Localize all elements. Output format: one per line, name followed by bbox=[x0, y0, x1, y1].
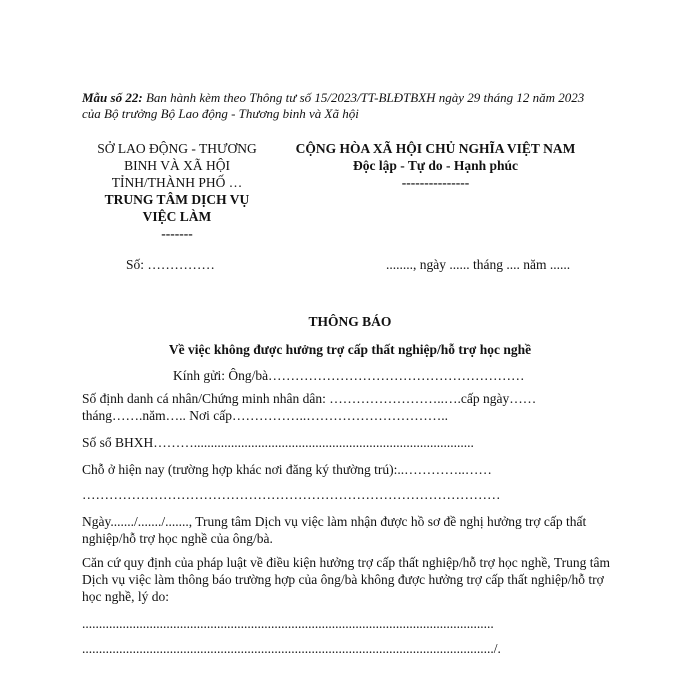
id-number-line1: Số định danh cá nhân/Chứng minh nhân dân: ……………………..….cấp ngày…… bbox=[82, 391, 537, 406]
agency-block bbox=[82, 140, 272, 242]
current-residence-continued: ………………………………………………………………………………… bbox=[82, 487, 501, 502]
issued-text-line2: của Bộ trưởng Bộ Lao động - Thương binh và Xã hội bbox=[82, 106, 359, 121]
agency-line5: VIỆC LÀM bbox=[142, 209, 212, 224]
agency-line1: SỞ LAO ĐỘNG - THƯƠNG bbox=[97, 141, 257, 156]
reason-line1: .......................................................................................................................... bbox=[82, 616, 494, 631]
agency-line4: TRUNG TÂM DỊCH VỤ bbox=[104, 192, 250, 207]
document-date: ........, ngày ...... tháng .... năm ...... bbox=[386, 257, 571, 272]
agency-line3: TỈNH/THÀNH PHỐ … bbox=[111, 175, 243, 190]
document-title: THÔNG BÁO bbox=[308, 314, 392, 329]
current-residence: Chỗ ở hiện nay (trường hợp khác nơi đăng ký thường trú):..…………..…… bbox=[82, 462, 492, 477]
nation-name: CỘNG HÒA XÃ HỘI CHỦ NGHĨA VIỆT NAM bbox=[295, 141, 576, 156]
agency-divider: ------- bbox=[161, 226, 193, 241]
document-subtitle: Về việc không được hưởng trợ cấp thất nghiệp/hỗ trợ học nghề bbox=[168, 342, 532, 357]
salutation: Kính gửi: Ông/bà………………………………………………… bbox=[173, 368, 525, 383]
form-number: Mẫu số 22: bbox=[82, 90, 143, 105]
received-paragraph: Ngày......./......./......., Trung tâm Dịch vụ việc làm nhận được hồ sơ đề nghị hưởng trợ cấp thất nghiệp/hỗ trợ học nghề của ông/bà. bbox=[82, 514, 587, 546]
id-number-line2: tháng…….năm….. Nơi cấp……………..………………………….. bbox=[82, 408, 448, 423]
agency-line2: BINH VÀ XÃ HỘI bbox=[124, 158, 230, 173]
form-issued-note bbox=[82, 90, 584, 106]
document-number: Số: …………… bbox=[126, 257, 215, 272]
national-header bbox=[268, 140, 603, 191]
nation-motto: Độc lập - Tự do - Hạnh phúc bbox=[352, 158, 519, 173]
basis-paragraph: Căn cứ quy định của pháp luật về điều kiện hưởng trợ cấp thất nghiệp/hỗ trợ học nghề, Trung tâm Dịch vụ việc làm thông báo trường hợp của ông/bà không được hưởng trợ cấp thất nghiệp/hỗ trợ học nghề, lý do: bbox=[82, 555, 610, 604]
reason-line2: ........................................................................................................................../. bbox=[82, 641, 501, 656]
social-insurance-number: Số sổ BHXH………................................................................................... bbox=[82, 435, 474, 450]
issued-text-line1: Ban hành kèm theo Thông tư số 15/2023/TT-BLĐTBXH ngày 29 tháng 12 năm 2023 bbox=[145, 90, 585, 105]
nation-divider: --------------- bbox=[401, 175, 470, 190]
